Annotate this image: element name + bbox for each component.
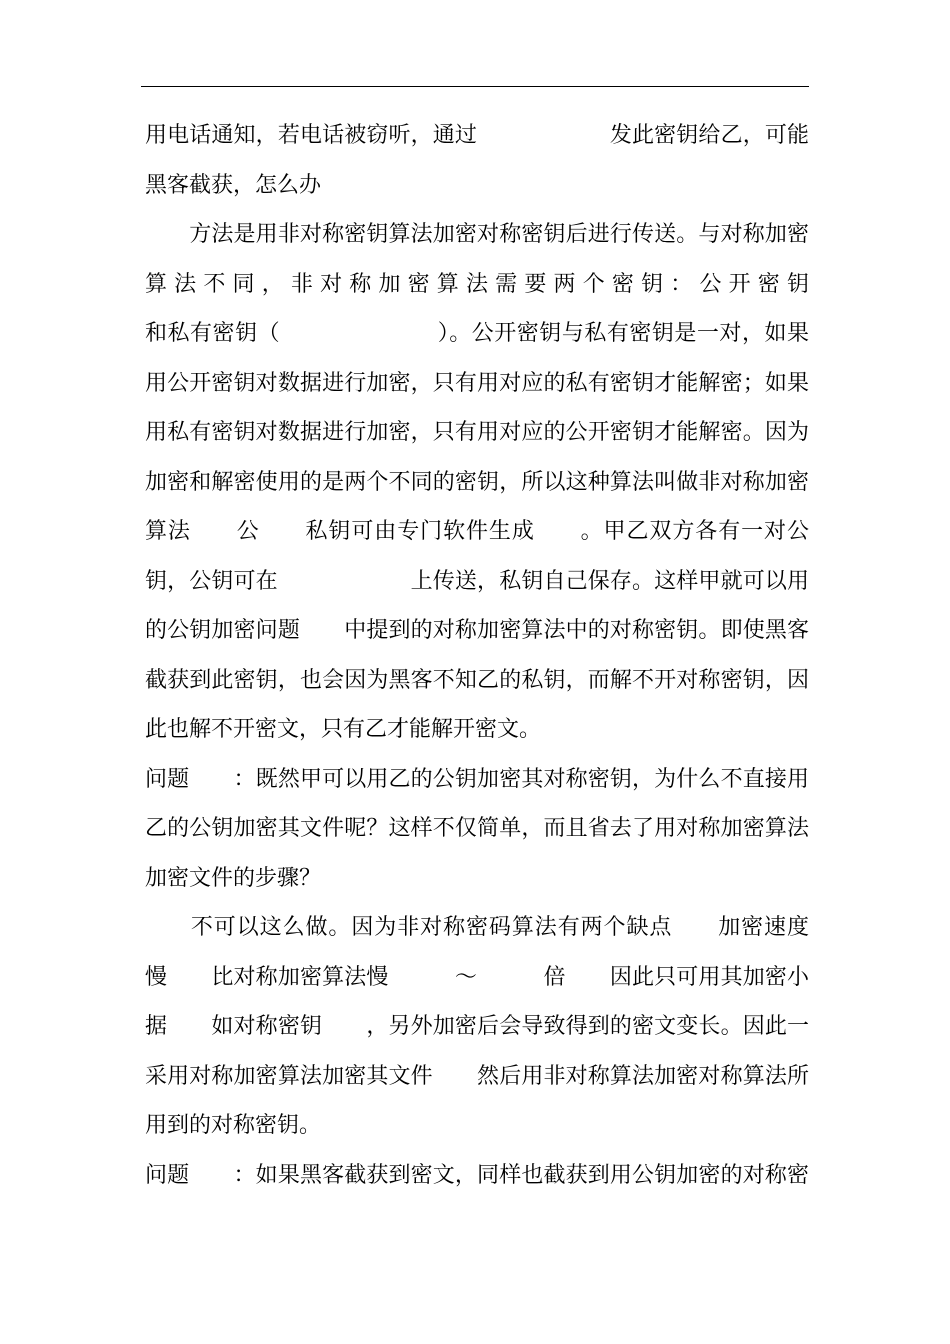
- text-line: 采用对称加密算法加密其文件 然后用非对称算法加密对称算法所: [145, 1063, 809, 1089]
- text-line: 用到的对称密钥。: [145, 1113, 322, 1138]
- body-text: [145, 111, 809, 1200]
- text-line: 据 如对称密钥 ，另外加密后会导致得到的密文变长。因此一: [145, 1014, 809, 1039]
- text-line: 乙的公钥加密其文件呢？这样不仅简单，而且省去了用对称加密算法: [145, 816, 809, 841]
- text-line: 不可以这么做。因为非对称密码算法有两个缺点 加密速度: [145, 915, 809, 940]
- text-line: 问题 ：既然甲可以用乙的公钥加密其对称密钥，为什么不直接用: [145, 766, 809, 792]
- text-line: 钥，公钥可在 上传送，私钥自己保存。这样甲就可以用: [145, 568, 809, 594]
- text-line: 慢 比对称加密算法慢 ～ 倍 因此只可用其加密小: [145, 964, 809, 990]
- text-line: 黑客截获，怎么办: [145, 172, 322, 198]
- text-line: 问题 ：如果黑客截获到密文，同样也截获到用公钥加密的对称密: [145, 1162, 809, 1188]
- text-line: 加密文件的步骤？: [145, 865, 322, 891]
- header-rule: [141, 86, 809, 87]
- text-line: 方法是用非对称密钥算法加密对称密钥后进行传送。与对称加密: [145, 222, 809, 247]
- text-line: 加密和解密使用的是两个不同的密钥，所以这种算法叫做非对称加密: [145, 469, 809, 495]
- text-line: 和私有密钥（ ）。公开密钥与私有密钥是一对，如果: [145, 321, 809, 346]
- text-line: 算法不同，非对称加密算法需要两个密钥：公开密钥: [145, 271, 809, 297]
- text-line: 的公钥加密问题 中提到的对称加密算法中的对称密钥。即使黑客: [145, 618, 809, 643]
- text-line: 此也解不开密文，只有乙才能解开密文。: [145, 717, 542, 742]
- text-line: 用电话通知，若电话被窃听，通过 发此密钥给乙，可能: [145, 123, 809, 148]
- text-line: 截获到此密钥，也会因为黑客不知乙的私钥，而解不开对称密钥，因: [145, 667, 809, 693]
- text-line: 算法 公 私钥可由专门软件生成 。甲乙双方各有一对公: [145, 519, 809, 544]
- text-line: 用私有密钥对数据进行加密，只有用对应的公开密钥才能解密。因为: [145, 420, 809, 445]
- text-line: 用公开密钥对数据进行加密，只有用对应的私有密钥才能解密；如果: [145, 370, 809, 396]
